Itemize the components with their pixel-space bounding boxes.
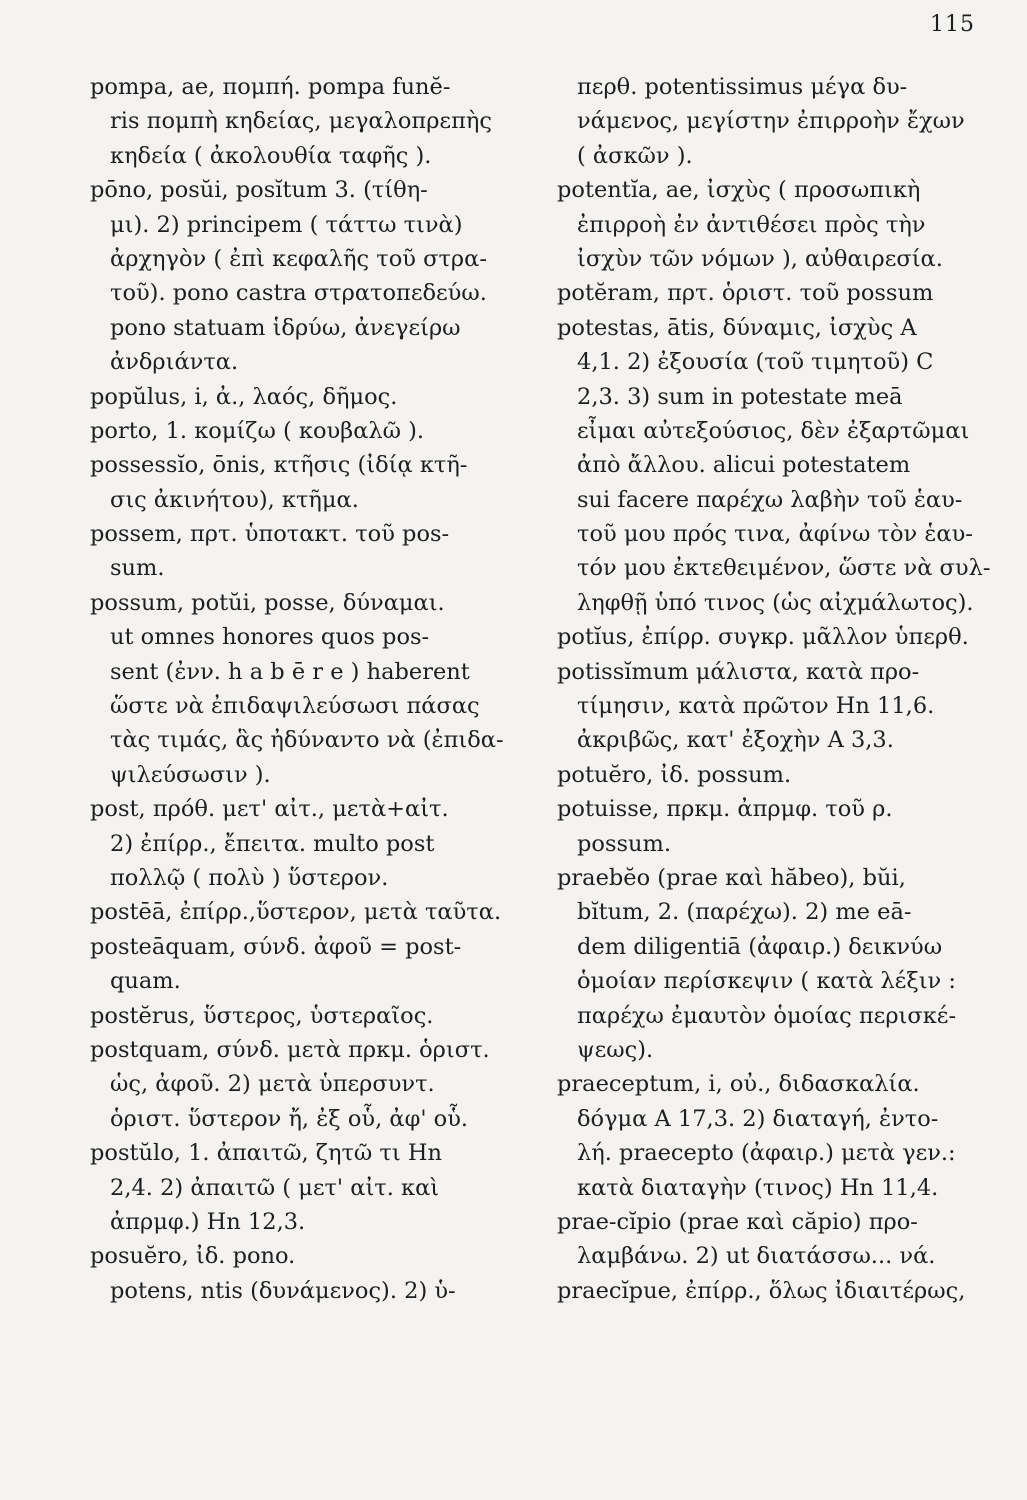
text-line: λαμβάνω. 2) ut διατάσσω... νά. — [577, 1243, 936, 1270]
text-line: μι). 2) principem ( τάττω τινὰ) — [110, 211, 463, 238]
page-number: 115 — [930, 12, 975, 37]
text-line: pōno, posŭi, posĭtum 3. (τίθη- — [90, 177, 428, 204]
text-line: praebĕo (prae καὶ hăbeo), bŭi, — [557, 864, 906, 891]
text-line: κηδεία ( ἀκολουθία ταφῆς ). — [110, 142, 432, 169]
text-line: ἀπὸ ἄλλου. alicui potestatem — [577, 452, 911, 479]
text-line: κατὰ διαταγὴν (τινος) Hn 11,4. — [577, 1174, 939, 1201]
text-line: potuĕro, ἰδ. possum. — [557, 761, 792, 788]
text-line: ( ἀσκῶν ). — [577, 142, 693, 169]
text-line: post, πρόθ. μετ' αἰτ., μετὰ+αἰτ. — [90, 796, 449, 823]
text-line: ἰσχὺν τῶν νόμων ), αὐθαιρεσία. — [577, 245, 943, 272]
text-line: ἀνδριάντα. — [110, 349, 239, 376]
text-line: potens, ntis (δυνάμενος). 2) ὑ- — [110, 1277, 456, 1304]
text-line: sent (ἐνν. h a b ē r e ) haberent — [110, 658, 470, 685]
text-line: sum. — [110, 555, 165, 582]
text-line: praecĭpue, ἐπίρρ., ὅλως ἰδιαιτέρως, — [557, 1277, 966, 1304]
text-line: παρέχω ἐμαυτὸν ὁμοίας περισκέ- — [577, 1002, 957, 1029]
text-line: potentĭa, ae, ἰσχὺς ( προσωπικὴ — [557, 177, 921, 204]
text-line: possum. — [577, 830, 672, 857]
text-line: ris πομπὴ κηδείας, μεγαλοπρεπὴς — [110, 108, 492, 135]
text-line: ψιλεύσωσιν ). — [110, 761, 271, 788]
text-line: potestas, ātis, δύναμις, ἰσχὺς A — [557, 314, 917, 341]
text-line: postŭlo, 1. ἀπαιτῶ, ζητῶ τι Hn — [90, 1140, 442, 1167]
text-line: πολλῷ ( πολὺ ) ὕστερον. — [110, 864, 389, 891]
text-line: possessĭo, ōnis, κτῆσις (ἰδίᾳ κτῆ- — [90, 452, 468, 479]
text-line: quam. — [110, 968, 181, 995]
text-line: popŭlus, i, ἀ., λαός, δῆμος. — [90, 383, 398, 410]
text-line: pono statuam ἱδρύω, ἀνεγείρω — [110, 314, 461, 341]
text-line: νάμενος, μεγίστην ἐπιρροὴν ἔχων — [577, 108, 965, 135]
text-line: ὁριστ. ὕστερον ἤ, ἐξ οὗ, ἀφ' οὗ. — [110, 1105, 469, 1132]
text-line: potissĭmum μάλιστα, κατὰ προ- — [557, 658, 920, 685]
text-line: pompa, ae, πομπή. pompa funĕ- — [90, 74, 451, 100]
text-line: περθ. potentissimus μέγα δυ- — [577, 74, 908, 100]
text-line: 2,4. 2) ἀπαιτῶ ( μετ' αἰτ. καὶ — [110, 1174, 440, 1201]
text-line: ληφθῇ ὑπό τινος (ὡς αἰχμάλωτος). — [577, 589, 974, 616]
left-column — [90, 70, 535, 1308]
text-line: posuĕro, ἰδ. pono. — [90, 1243, 296, 1270]
text-line: τόν μου ἐκτεθειμένον, ὥστε νὰ συλ- — [577, 555, 991, 582]
text-line: 2,3. 3) sum in potestate meā — [577, 383, 903, 410]
text-line: ut omnes honores quos pos- — [110, 624, 430, 651]
text-line: 2) ἐπίρρ., ἔπειτα. multo post — [110, 830, 435, 857]
text-line: sui facere παρέχω λαβὴν τοῦ ἑαυ- — [577, 486, 963, 513]
text-line: bĭtum, 2. (παρέχω). 2) me eā- — [577, 899, 912, 926]
text-line: postquam, σύνδ. μετὰ πρκμ. ὁριστ. — [90, 1036, 490, 1063]
text-line: dem diligentiā (ἀφαιρ.) δεικνύω — [577, 933, 943, 960]
text-line: 4,1. 2) ἐξουσία (τοῦ τιμητοῦ) C — [577, 349, 934, 376]
text-line: λή. praecepto (ἀφαιρ.) μετὰ γεν.: — [577, 1140, 956, 1167]
text-line: τίμησιν, κατὰ πρῶτον Hn 11,6. — [577, 693, 935, 720]
text-line: σις ἀκινήτου), κτῆμα. — [110, 486, 359, 513]
text-line: posteāquam, σύνδ. ἀφοῦ = post- — [90, 933, 462, 960]
text-line: ψεως). — [577, 1036, 654, 1063]
text-line: porto, 1. κομίζω ( κουβαλῶ ). — [90, 417, 425, 444]
text-line: ὥστε νὰ ἐπιδαψιλεύσωσι πάσας — [110, 693, 480, 720]
text-line: ἐπιρροὴ ἐν ἀντιθέσει πρὸς τὴν — [577, 211, 926, 238]
text-line: postēā, ἐπίρρ.,ὕστερον, μετὰ ταῦτα. — [90, 899, 502, 926]
text-line: τοῦ). pono castra στρατοπεδεύω. — [110, 280, 487, 307]
text-line: δόγμα A 17,3. 2) διαταγή, ἐντο- — [577, 1105, 939, 1132]
text-line: potuisse, πρκμ. ἀπρμφ. τοῦ ρ. — [557, 796, 893, 823]
text-line: ὡς, ἀφοῦ. 2) μετὰ ὑπερσυντ. — [110, 1071, 435, 1098]
text-line: possum, potŭi, posse, δύναμαι. — [90, 589, 445, 616]
text-line: ἀπρμφ.) Hn 12,3. — [110, 1208, 306, 1235]
text-line: ὁμοίαν περίσκεψιν ( κατὰ λέξιν : — [577, 968, 956, 995]
text-line: praeceptum, i, οὐ., διδασκαλία. — [557, 1071, 920, 1098]
text-line: ἀκριβῶς, κατ' ἐξοχὴν A 3,3. — [577, 727, 894, 754]
text-line: possem, πρτ. ὑποτακτ. τοῦ pos- — [90, 521, 450, 548]
right-column — [557, 70, 997, 1308]
text-line: ἀρχηγὸν ( ἐπὶ κεφαλῆς τοῦ στρα- — [110, 245, 487, 272]
text-line: postĕrus, ὕστερος, ὑστεραῖος. — [90, 1002, 434, 1029]
text-line: potĕram, πρτ. ὁριστ. τοῦ possum — [557, 280, 934, 307]
text-line: τοῦ μου πρός τινα, ἀφίνω τὸν ἑαυ- — [577, 521, 973, 548]
text-line: τὰς τιμάς, ἃς ἠδύναντο νὰ (ἐπιδα- — [110, 727, 504, 754]
text-line: εἶμαι αὐτεξούσιος, δὲν ἐξαρτῶμαι — [577, 417, 970, 444]
text-line: prae-cĭpio (prae καὶ căpio) προ- — [557, 1208, 918, 1235]
text-line: potĭus, ἐπίρρ. συγκρ. μᾶλλον ὑπερθ. — [557, 624, 969, 651]
